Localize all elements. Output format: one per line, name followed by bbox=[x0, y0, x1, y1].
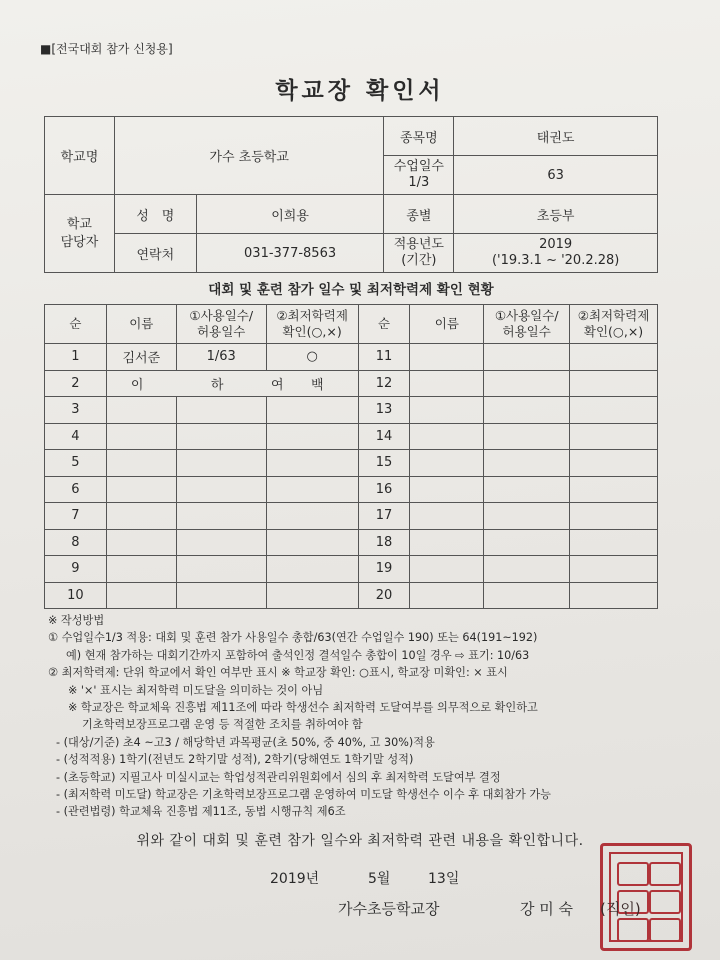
year-label: 적용년도 (기간) bbox=[384, 234, 454, 273]
row-mark bbox=[570, 423, 658, 450]
row-name bbox=[106, 503, 176, 530]
table-header-row bbox=[45, 305, 658, 344]
row-days bbox=[176, 476, 266, 503]
row-mark bbox=[266, 423, 358, 450]
row-no: 19 bbox=[358, 556, 410, 583]
signer-school: 가수초등학교장 bbox=[338, 900, 440, 918]
row-days bbox=[484, 503, 570, 530]
note-line: ① 수업일수1/3 적용: 대회 및 훈련 참가 사용일수 총합/63(연간 수업일수 190) 또는 64(191~192) bbox=[48, 631, 538, 645]
row-no: 10 bbox=[45, 582, 107, 609]
row-name bbox=[106, 556, 176, 583]
row-name: 김서준 bbox=[106, 344, 176, 371]
row-days bbox=[176, 397, 266, 424]
row-name bbox=[106, 582, 176, 609]
row-no: 16 bbox=[358, 476, 410, 503]
school-name: 가수 초등학교 bbox=[114, 117, 384, 195]
table-row bbox=[45, 503, 658, 530]
row-no: 6 bbox=[45, 476, 107, 503]
row-name bbox=[106, 529, 176, 556]
row-mark bbox=[570, 503, 658, 530]
row-mark bbox=[266, 582, 358, 609]
participation-table bbox=[44, 304, 658, 609]
note-line: 기초학력보장프로그램 운영 등 적절한 조치를 취하여야 함 bbox=[82, 718, 363, 732]
row-mark bbox=[266, 397, 358, 424]
row-name bbox=[106, 397, 176, 424]
row-no: 9 bbox=[45, 556, 107, 583]
row-name bbox=[410, 529, 484, 556]
table-row bbox=[45, 556, 658, 583]
document-title: 학교장 확인서 bbox=[275, 78, 445, 104]
section-title: 대회 및 훈련 참가 일수 및 최저학력제 확인 현황 bbox=[208, 282, 494, 298]
row-name bbox=[106, 450, 176, 477]
row-no: 5 bbox=[45, 450, 107, 477]
days-label: 수업일수 1/3 bbox=[384, 156, 454, 195]
note-line: - (성적적용) 1학기(전년도 2학기말 성적), 2학기(당해연도 1학기말 성적) bbox=[56, 753, 414, 767]
year-value: 2019 ('19.3.1 ~ '20.2.28) bbox=[454, 234, 658, 273]
row-days bbox=[484, 529, 570, 556]
row-no: 7 bbox=[45, 503, 107, 530]
sport-value: 태권도 bbox=[454, 117, 658, 156]
row-mark bbox=[266, 503, 358, 530]
contact-value: 031-377-8563 bbox=[196, 234, 384, 273]
staff-label: 학교 담당자 bbox=[45, 195, 115, 273]
row-mark bbox=[570, 476, 658, 503]
row-no: 11 bbox=[358, 344, 410, 371]
instructions bbox=[48, 612, 688, 821]
row-no: 8 bbox=[45, 529, 107, 556]
note-line: ※ '×' 표시는 최저학력 미도달을 의미하는 것이 아님 bbox=[68, 683, 324, 697]
row-no: 18 bbox=[358, 529, 410, 556]
date-month: 5월 bbox=[368, 871, 391, 887]
days-value: 63 bbox=[454, 156, 658, 195]
col-min: ②최저학력제 확인(○,×) bbox=[570, 305, 658, 344]
row-days bbox=[484, 582, 570, 609]
row-mark bbox=[266, 450, 358, 477]
row-days bbox=[176, 423, 266, 450]
row-no: 3 bbox=[45, 397, 107, 424]
seal-note: (직인) bbox=[600, 900, 641, 918]
row-no: 1 bbox=[45, 344, 107, 371]
school-info-table bbox=[44, 116, 658, 273]
note-line: - (초등학교) 지필고사 미실시교는 학업성적관리위원회에서 심의 후 최저학력 도달여부 결정 bbox=[56, 770, 501, 784]
contact-label: 연락처 bbox=[114, 234, 196, 273]
col-no: 순 bbox=[358, 305, 410, 344]
row-no: 17 bbox=[358, 503, 410, 530]
type-label: 종별 bbox=[384, 195, 454, 234]
confirmation-statement: 위와 같이 대회 및 훈련 참가 일수와 최저학력 관련 내용을 확인합니다. bbox=[136, 833, 584, 849]
row-name bbox=[106, 423, 176, 450]
row-days bbox=[484, 476, 570, 503]
row-no: 13 bbox=[358, 397, 410, 424]
note-line: - (최저학력 미도달) 학교장은 기초학력보장프로그램 운영하여 미도달 학생선수 이수 후 대회참가 가능 bbox=[56, 788, 551, 802]
row-mark bbox=[266, 556, 358, 583]
row-days bbox=[176, 582, 266, 609]
header-tag: ■[전국대회 참가 신청용] bbox=[40, 42, 173, 56]
col-min: ②최저학력제 확인(○,×) bbox=[266, 305, 358, 344]
table-row bbox=[45, 423, 658, 450]
row-days bbox=[176, 529, 266, 556]
row-days: 1/63 bbox=[176, 344, 266, 371]
row-spaced-text: 이 하 여 백 bbox=[106, 370, 358, 397]
row-no: 2 bbox=[45, 370, 107, 397]
row-mark bbox=[570, 450, 658, 477]
row-days bbox=[176, 556, 266, 583]
row-name bbox=[410, 370, 484, 397]
row-mark bbox=[570, 582, 658, 609]
col-no: 순 bbox=[45, 305, 107, 344]
row-name bbox=[410, 423, 484, 450]
note-line: - (관련법령) 학교체육 진흥법 제11조, 동법 시행규칙 제6조 bbox=[56, 805, 346, 819]
row-mark bbox=[570, 529, 658, 556]
row-days bbox=[484, 423, 570, 450]
row-name bbox=[410, 450, 484, 477]
col-name: 이름 bbox=[410, 305, 484, 344]
table-row bbox=[45, 529, 658, 556]
table-row bbox=[45, 370, 658, 397]
row-name bbox=[106, 476, 176, 503]
date-year: 2019년 bbox=[270, 871, 320, 887]
table-row bbox=[45, 344, 658, 371]
row-mark: ○ bbox=[266, 344, 358, 371]
row-name bbox=[410, 476, 484, 503]
row-days bbox=[484, 370, 570, 397]
col-name: 이름 bbox=[106, 305, 176, 344]
note-line: - (대상/기준) 초4 ~고3 / 해당학년 과목평균(초 50%, 중 40%, 고 30%)적용 bbox=[56, 735, 435, 749]
row-days bbox=[484, 556, 570, 583]
row-name bbox=[410, 556, 484, 583]
official-seal bbox=[600, 843, 692, 951]
row-days bbox=[484, 450, 570, 477]
row-mark bbox=[570, 344, 658, 371]
row-no: 4 bbox=[45, 423, 107, 450]
row-name bbox=[410, 397, 484, 424]
row-no: 14 bbox=[358, 423, 410, 450]
table-row bbox=[45, 476, 658, 503]
row-mark bbox=[570, 397, 658, 424]
col-days: ①사용일수/ 허용일수 bbox=[176, 305, 266, 344]
row-no: 20 bbox=[358, 582, 410, 609]
table-row bbox=[45, 582, 658, 609]
sport-label: 종목명 bbox=[384, 117, 454, 156]
table-row bbox=[45, 397, 658, 424]
row-mark bbox=[266, 529, 358, 556]
type-value: 초등부 bbox=[454, 195, 658, 234]
row-days bbox=[176, 503, 266, 530]
row-name bbox=[410, 503, 484, 530]
note-line: ※ 학교장은 학교체육 진흥법 제11조에 따라 학생선수 최저학력 도달여부를 의무적으로 확인하고 bbox=[68, 701, 538, 715]
row-mark bbox=[570, 370, 658, 397]
date-day: 13일 bbox=[428, 871, 460, 887]
row-no: 12 bbox=[358, 370, 410, 397]
row-mark bbox=[570, 556, 658, 583]
row-days bbox=[176, 450, 266, 477]
table-row bbox=[45, 450, 658, 477]
name-value: 이희용 bbox=[196, 195, 384, 234]
signer-name: 강 미 숙 bbox=[520, 900, 574, 918]
row-name bbox=[410, 582, 484, 609]
row-days bbox=[484, 397, 570, 424]
row-mark bbox=[266, 476, 358, 503]
row-name bbox=[410, 344, 484, 371]
note-heading: ※ 작성방법 bbox=[48, 614, 105, 627]
row-no: 15 bbox=[358, 450, 410, 477]
row-days bbox=[484, 344, 570, 371]
name-label: 성 명 bbox=[114, 195, 196, 234]
note-line: 예) 현재 참가하는 대회기간까지 포함하여 출석인정 결석일수 총합이 10일 경우 ⇨ 표기: 10/63 bbox=[66, 648, 530, 662]
school-label: 학교명 bbox=[45, 117, 115, 195]
col-days: ①사용일수/ 허용일수 bbox=[484, 305, 570, 344]
note-line: ② 최저학력제: 단위 학교에서 확인 여부만 표시 ※ 학교장 확인: ○표시, 학교장 미확인: × 표시 bbox=[48, 666, 508, 680]
